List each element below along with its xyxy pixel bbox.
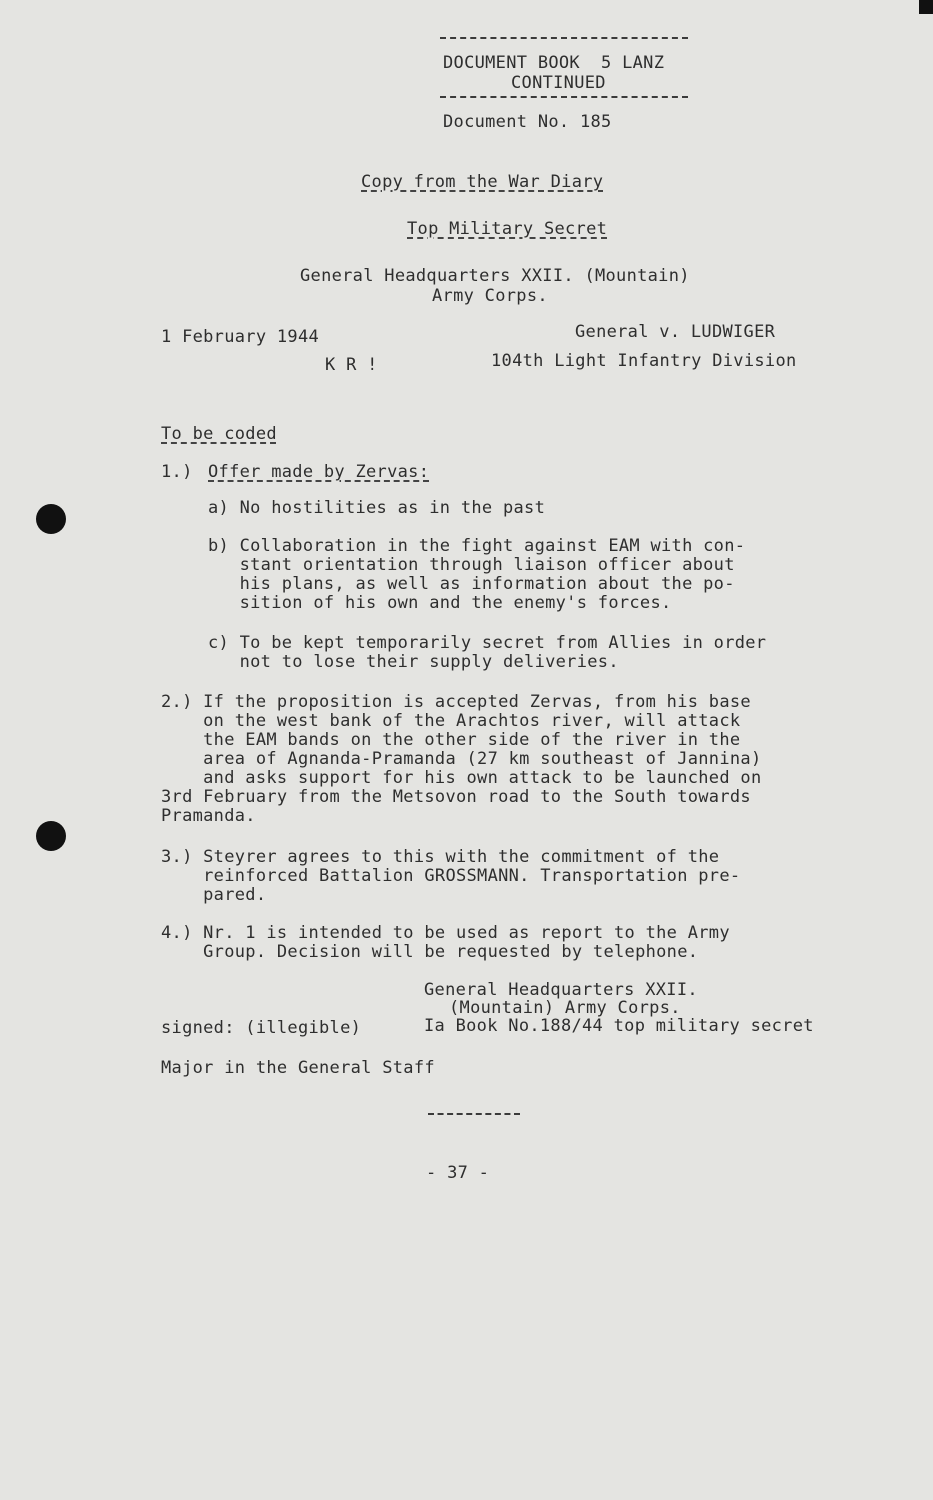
signed-illegible: signed: (illegible) bbox=[161, 1018, 362, 1038]
punch-hole-bottom bbox=[36, 821, 66, 851]
punch-hole-top bbox=[36, 504, 66, 534]
signature-hq-line-1: General Headquarters XXII. bbox=[424, 980, 698, 1000]
header-divider bbox=[440, 96, 688, 98]
scan-corner-mark bbox=[919, 0, 933, 14]
signature-hq-line-2: (Mountain) Army Corps. bbox=[449, 998, 681, 1018]
document-book-title: DOCUMENT BOOK 5 LANZ bbox=[443, 53, 665, 73]
kr-marker: K R ! bbox=[325, 355, 378, 375]
document-page: DOCUMENT BOOK 5 LANZ CONTINUED Document No. 185 Copy from the War Diary Top Military Secret General Headquarters XXII. (Mountain) Army Corps. 1 February 1944 K R ! General v. LUDWIGER 104th Light Infantry Division To be coded 1.) Offer made by Zervas: a) No hostilities as in the past b) Collaboration in the fight against EAM with con- stant orientation through liaison officer about his plans, as well as information about the po- sition of his own and the enemy's forces. c) To be kept temporarily secret from Allies in order not to lose their supply deliveries. 2.) If the proposition is accepted Zervas, from his base on the west bank of the Arachtos river, will attack the EAM bands on the other side of the river in the area of Agnanda-Pramanda (27 km southeast of Jannina) and asks support for his own attack to be launched on 3rd February from the Metsovon road to the South towards Pramanda. 3.) Steyrer agrees to this with the commitment of the reinforced Battalion GROSSMANN. Transportation pre- pared. 4.) Nr. 1 is intended to be used as report to the Army Group. Decision will be requested by telephone. General Headquarters XXII. (Mountain) Army Corps. signed: (illegible) Ia Book No.188/44 top military secret Major in the General Staff - 37 - bbox=[0, 0, 933, 1500]
hq-line-2: Army Corps. bbox=[432, 286, 548, 306]
recipient-line-1: General v. LUDWIGER bbox=[575, 322, 776, 342]
page-number: - 37 - bbox=[426, 1163, 490, 1183]
item-1a: a) No hostilities as in the past bbox=[208, 498, 546, 518]
document-number: Document No. 185 bbox=[443, 112, 612, 132]
top-divider bbox=[440, 37, 688, 39]
continued-label: CONTINUED bbox=[511, 73, 606, 93]
classification-heading: Top Military Secret bbox=[407, 219, 608, 239]
copy-from-war-diary: Copy from the War Diary bbox=[361, 172, 604, 192]
footer-divider bbox=[428, 1113, 520, 1115]
to-be-coded-label: To be coded bbox=[161, 424, 277, 444]
signer-rank: Major in the General Staff bbox=[161, 1058, 435, 1078]
book-reference: Ia Book No.188/44 top military secret bbox=[424, 1016, 814, 1036]
hq-line-1: General Headquarters XXII. (Mountain) bbox=[300, 266, 690, 286]
item-1-number: 1.) bbox=[161, 462, 193, 482]
dispatch-date: 1 February 1944 bbox=[161, 327, 320, 347]
item-1-title: Offer made by Zervas: bbox=[208, 462, 430, 482]
recipient-line-2: 104th Light Infantry Division bbox=[491, 351, 797, 371]
